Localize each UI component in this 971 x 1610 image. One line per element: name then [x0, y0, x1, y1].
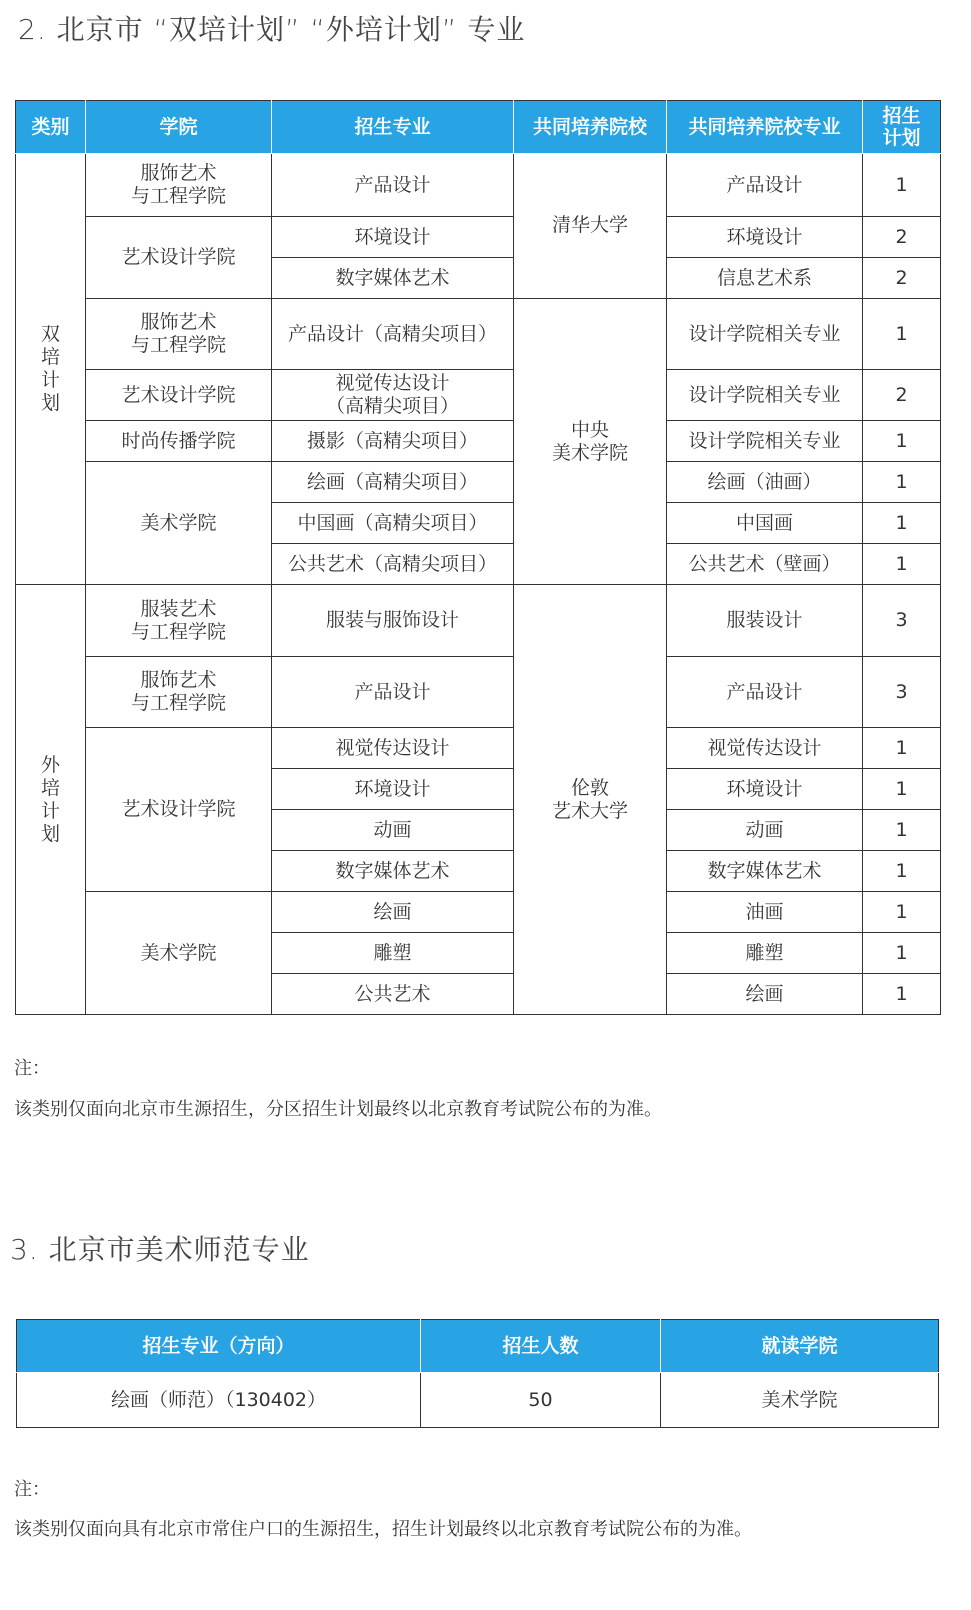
college-cell: 服饰艺术 与工程学院	[86, 154, 272, 217]
section-3-title: 3. 北京市美术师范专业	[10, 1233, 310, 1266]
college-cell: 艺术设计学院	[86, 370, 272, 421]
plan-cell: 1	[863, 421, 941, 462]
partner-major-cell: 产品设计	[667, 154, 863, 217]
category-cell: 外 培 计 划	[16, 585, 86, 1015]
plan-cell: 1	[863, 544, 941, 585]
college-cell: 服饰艺术 与工程学院	[86, 299, 272, 370]
table-header-row	[16, 101, 941, 154]
table-row	[16, 462, 941, 503]
major-cell: 公共艺术（高精尖项目）	[272, 544, 514, 585]
header-partner-school: 共同培养院校	[514, 101, 667, 154]
plan-cell: 1	[863, 851, 941, 892]
college-cell: 美术学院	[86, 462, 272, 585]
art-normal-table	[16, 1319, 939, 1428]
partner-school-cell: 中央 美术学院	[514, 299, 667, 585]
partner-major-cell: 视觉传达设计	[667, 728, 863, 769]
plan-cell: 1	[863, 933, 941, 974]
plan-cell: 3	[863, 657, 941, 728]
college-cell: 艺术设计学院	[86, 217, 272, 299]
plan-cell: 2	[863, 217, 941, 258]
plan-cell: 1	[863, 892, 941, 933]
table-row	[16, 421, 941, 462]
plan-cell: 1	[863, 503, 941, 544]
major-cell: 视觉传达设计 （高精尖项目）	[272, 370, 514, 421]
note-text: 该类别仅面向北京市生源招生，分区招生计划最终以北京教育考试院公布的为准。	[14, 1099, 662, 1120]
partner-major-cell: 产品设计	[667, 657, 863, 728]
partner-major-cell: 环境设计	[667, 217, 863, 258]
header-major-direction: 招生专业（方向）	[17, 1320, 421, 1373]
section-2-title: 2. 北京市 “双培计划” “外培计划” 专业	[18, 13, 526, 46]
header-category: 类别	[16, 101, 86, 154]
partner-major-cell: 信息艺术系	[667, 258, 863, 299]
plan-cell: 2	[863, 258, 941, 299]
partner-major-cell: 绘画（油画）	[667, 462, 863, 503]
college-cell: 时尚传播学院	[86, 421, 272, 462]
plan-cell: 1	[863, 299, 941, 370]
college-cell: 艺术设计学院	[86, 728, 272, 892]
partner-major-cell: 数字媒体艺术	[667, 851, 863, 892]
plan-cell: 1	[863, 769, 941, 810]
major-cell: 动画	[272, 810, 514, 851]
partner-major-cell: 动画	[667, 810, 863, 851]
table-row	[16, 217, 941, 258]
major-cell: 产品设计	[272, 154, 514, 217]
major-cell: 绘画（师范）（130402）	[17, 1373, 421, 1428]
table-header-row	[17, 1320, 939, 1373]
partner-major-cell: 环境设计	[667, 769, 863, 810]
header-study-college: 就读学院	[661, 1320, 939, 1373]
note-label: 注：	[14, 1479, 50, 1500]
table-row	[16, 728, 941, 769]
major-cell: 绘画	[272, 892, 514, 933]
joint-training-table	[15, 100, 941, 1015]
major-cell: 数字媒体艺术	[272, 851, 514, 892]
major-cell: 数字媒体艺术	[272, 258, 514, 299]
plan-cell: 3	[863, 585, 941, 657]
plan-cell: 1	[863, 810, 941, 851]
major-cell: 产品设计（高精尖项目）	[272, 299, 514, 370]
partner-major-cell: 绘画	[667, 974, 863, 1015]
partner-major-cell: 服装设计	[667, 585, 863, 657]
header-major: 招生专业	[272, 101, 514, 154]
college-cell: 服装艺术 与工程学院	[86, 585, 272, 657]
partner-school-cell: 伦敦 艺术大学	[514, 585, 667, 1015]
major-cell: 雕塑	[272, 933, 514, 974]
college-cell: 服饰艺术 与工程学院	[86, 657, 272, 728]
plan-cell: 1	[863, 462, 941, 503]
major-cell: 环境设计	[272, 217, 514, 258]
table-row	[16, 299, 941, 370]
table-row	[16, 892, 941, 933]
partner-major-cell: 油画	[667, 892, 863, 933]
major-cell: 摄影（高精尖项目）	[272, 421, 514, 462]
college-cell: 美术学院	[661, 1373, 939, 1428]
major-cell: 服装与服饰设计	[272, 585, 514, 657]
header-college: 学院	[86, 101, 272, 154]
partner-major-cell: 设计学院相关专业	[667, 299, 863, 370]
note-text: 该类别仅面向具有北京市常住户口的生源招生，招生计划最终以北京教育考试院公布的为准。	[14, 1519, 752, 1540]
partner-major-cell: 设计学院相关专业	[667, 370, 863, 421]
table-row	[16, 370, 941, 421]
major-cell: 视觉传达设计	[272, 728, 514, 769]
category-cell: 双 培 计 划	[16, 154, 86, 585]
header-enrollment-count: 招生人数	[421, 1320, 661, 1373]
plan-cell: 1	[863, 728, 941, 769]
header-partner-major: 共同培养院校专业	[667, 101, 863, 154]
partner-school-cell: 清华大学	[514, 154, 667, 299]
table-row	[16, 154, 941, 217]
major-cell: 中国画（高精尖项目）	[272, 503, 514, 544]
plan-cell: 1	[863, 154, 941, 217]
plan-cell: 1	[863, 974, 941, 1015]
major-cell: 产品设计	[272, 657, 514, 728]
major-cell: 环境设计	[272, 769, 514, 810]
college-cell: 美术学院	[86, 892, 272, 1015]
partner-major-cell: 设计学院相关专业	[667, 421, 863, 462]
partner-major-cell: 中国画	[667, 503, 863, 544]
table-row	[17, 1373, 939, 1428]
major-cell: 绘画（高精尖项目）	[272, 462, 514, 503]
table-row	[16, 585, 941, 657]
table-row	[16, 657, 941, 728]
header-plan: 招生 计划	[863, 101, 941, 154]
partner-major-cell: 公共艺术（壁画）	[667, 544, 863, 585]
note-label: 注：	[14, 1058, 50, 1079]
partner-major-cell: 雕塑	[667, 933, 863, 974]
major-cell: 公共艺术	[272, 974, 514, 1015]
plan-cell: 2	[863, 370, 941, 421]
count-cell: 50	[421, 1373, 661, 1428]
